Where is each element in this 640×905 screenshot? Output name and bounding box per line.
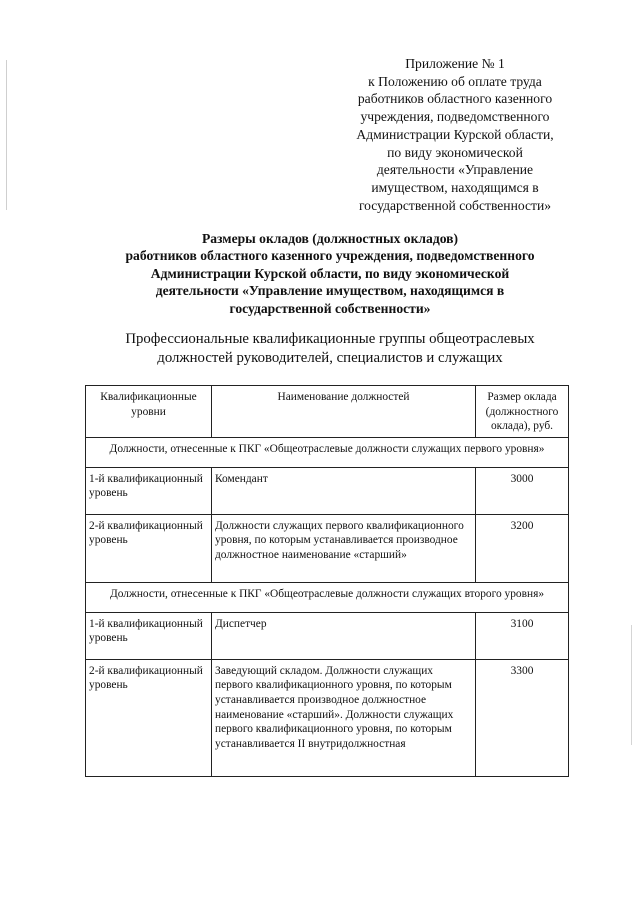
table-row	[86, 612, 569, 659]
annex-line: Администрации Курской области,	[356, 126, 554, 142]
cell-position: Комендант	[212, 467, 476, 514]
annex-line: работников областного казенного	[357, 91, 553, 107]
title-line: деятельности «Управление имуществом, находящимся в	[155, 283, 505, 299]
cell-position: Заведующий складом. Должности служащих первого квалификационного уровня, по которым устанавливается производное должностное наименование «старший». Должности служащих первого квалификационного уровня, по которым устанавливается II внутридолжностная	[212, 659, 476, 776]
table-header-row	[86, 386, 569, 438]
title-line: Размеры окладов (должностных окладов)	[201, 231, 459, 246]
scan-edge-mark	[6, 60, 7, 210]
subtitle-line: Профессиональные квалификационные группы общеотраслевых	[125, 331, 535, 347]
title-line: Администрации Курской области, по виду экономической	[150, 265, 510, 281]
header-level: Квалификационные уровни	[86, 386, 212, 438]
annex-line: по виду экономической	[387, 144, 523, 160]
annex-line: учреждения, подведомственного	[360, 109, 550, 125]
cell-salary: 3000	[476, 467, 569, 514]
annex-line: к Положению об оплате труда	[368, 73, 542, 89]
annex-heading	[330, 55, 580, 214]
salary-table	[85, 385, 569, 777]
cell-level: 1-й квалификационный уровень	[86, 612, 212, 659]
document-title	[60, 230, 600, 317]
table-row	[86, 467, 569, 514]
group-title: Должности, отнесенные к ПКГ «Общеотраслевые должности служащих первого уровня»	[86, 437, 569, 467]
subtitle-line: должностей руководителей, специалистов и служащих	[157, 350, 503, 366]
scan-edge-mark	[631, 625, 632, 745]
header-salary: Размер оклада (должностного оклада), руб.	[476, 386, 569, 438]
header-position: Наименование должностей	[212, 386, 476, 438]
cell-salary: 3300	[476, 659, 569, 776]
cell-level: 2-й квалификационный уровень	[86, 659, 212, 776]
cell-salary: 3200	[476, 514, 569, 582]
cell-level: 1-й квалификационный уровень	[86, 467, 212, 514]
title-line: государственной собственности»	[229, 300, 431, 316]
annex-line: государственной собственности»	[358, 197, 552, 213]
cell-position: Диспетчер	[212, 612, 476, 659]
annex-line: имуществом, находящимся в	[371, 179, 539, 195]
annex-line: деятельности «Управление	[376, 162, 534, 178]
cell-level: 2-й квалификационный уровень	[86, 514, 212, 582]
group-row	[86, 582, 569, 612]
table-row	[86, 514, 569, 582]
cell-salary: 3100	[476, 612, 569, 659]
cell-position: Должности служащих первого квалификационного уровня, по которым устанавливается производное должностное наименование «старший»	[212, 514, 476, 582]
group-title: Должности, отнесенные к ПКГ «Общеотраслевые должности служащих второго уровня»	[86, 582, 569, 612]
annex-line: Приложение № 1	[405, 56, 505, 71]
title-line: работников областного казенного учреждения, подведомственного	[125, 248, 535, 264]
document-subtitle	[60, 330, 600, 368]
table-row	[86, 659, 569, 776]
group-row	[86, 437, 569, 467]
